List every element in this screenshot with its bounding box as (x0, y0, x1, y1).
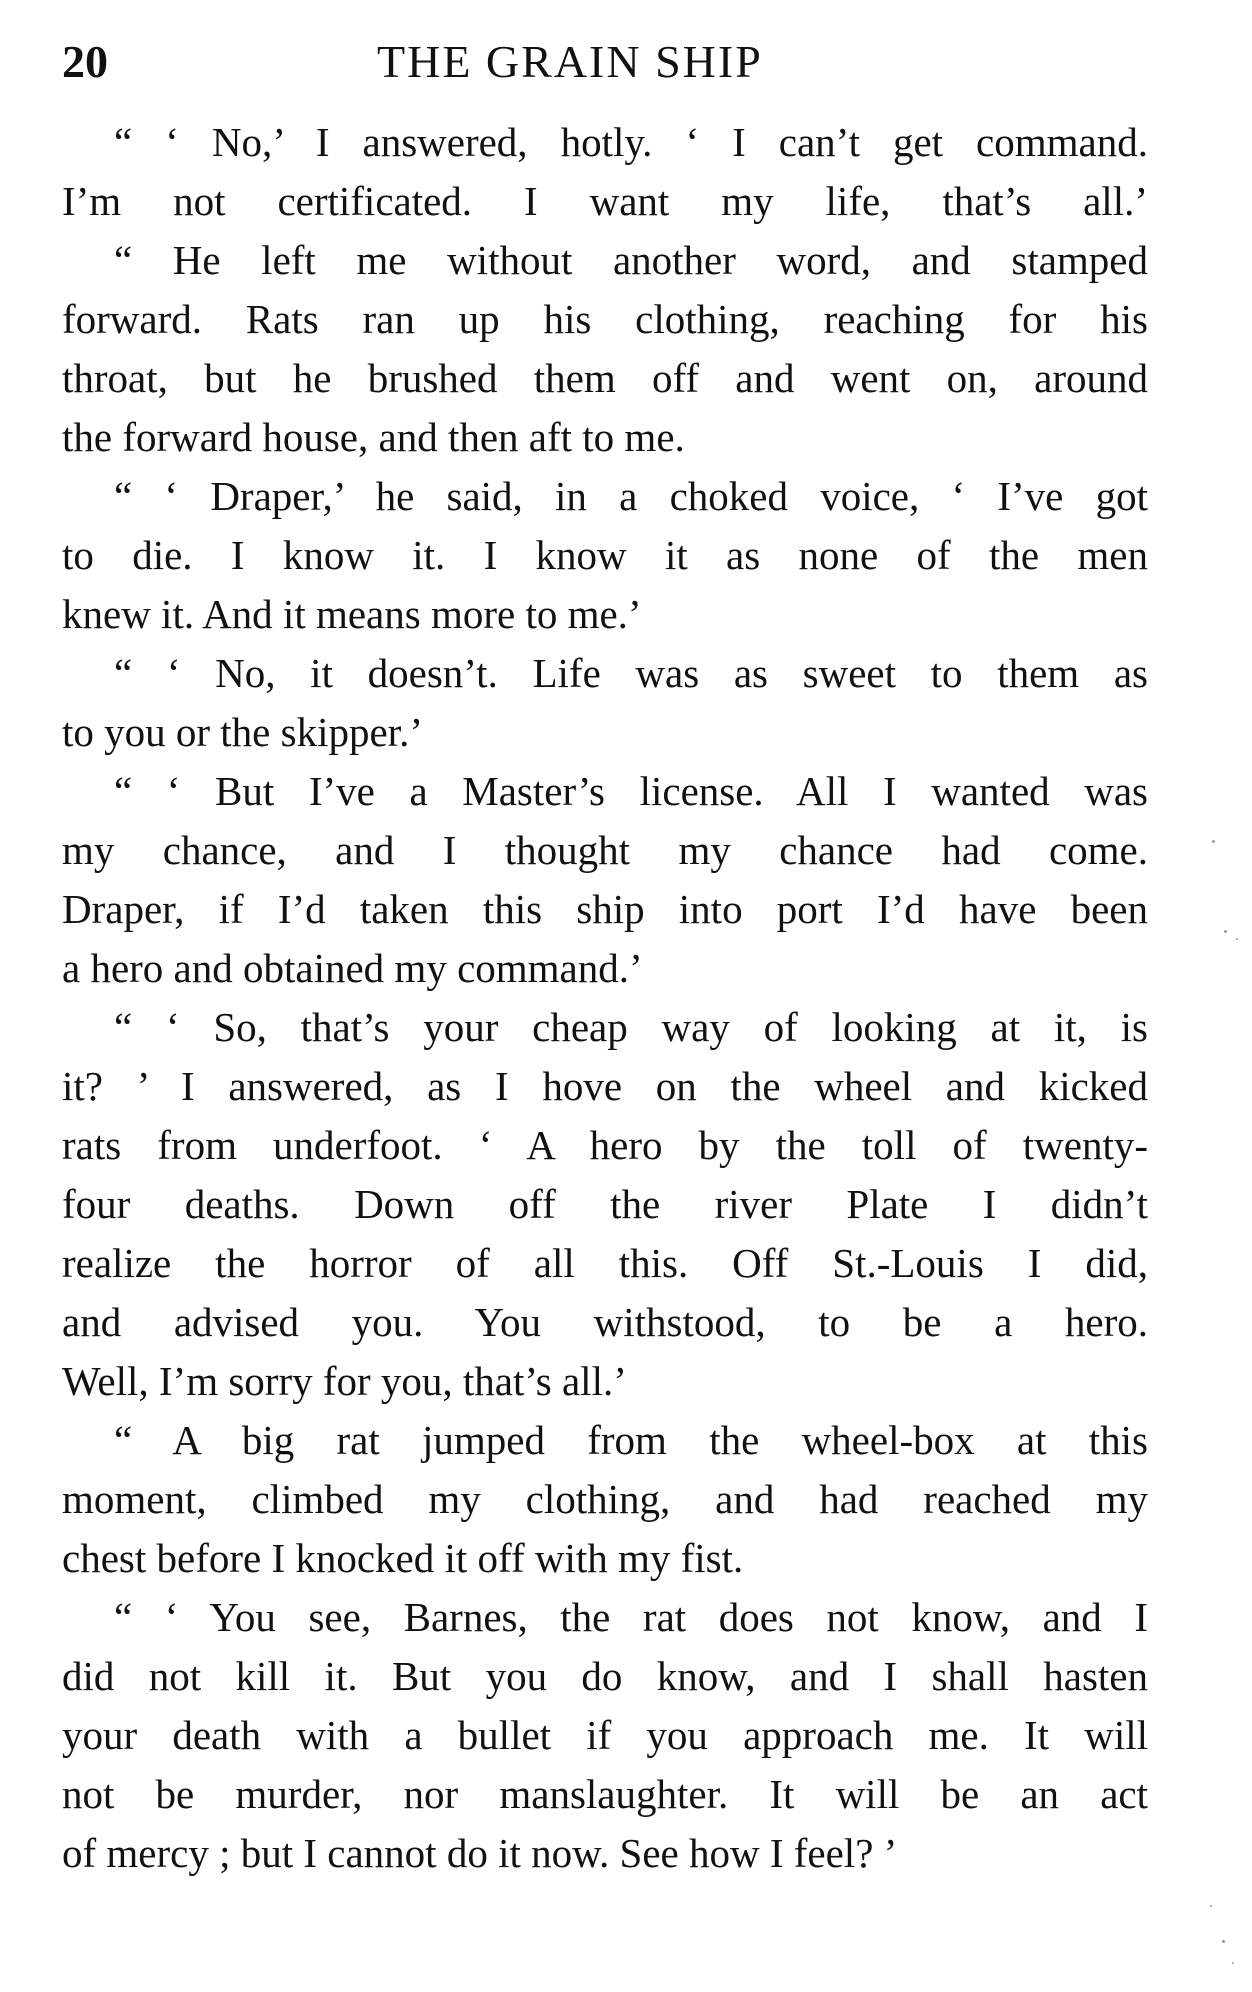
text-line: forward. Rats ran up his clothing, reaching for his (62, 296, 1148, 342)
text-line: “ ‘ Draper,’ he said, in a choked voice, ‘ I’ve got (114, 473, 1148, 519)
text-line: I’m not certificated. I want my life, that’s all.’ (62, 178, 1148, 224)
body-text (62, 113, 1148, 1883)
scan-speck (1236, 938, 1238, 940)
text-line: “ ‘ No,’ I answered, hotly. ‘ I can’t get command. (114, 119, 1148, 165)
scan-speck (1232, 1962, 1234, 1964)
text-line: “ ‘ So, that’s your cheap way of looking at it, is (114, 1004, 1148, 1050)
text-line: of mercy ; but I cannot do it now. See how I feel? ’ (62, 1830, 898, 1876)
scan-speck (1210, 1905, 1212, 1907)
text-line: the forward house, and then aft to me. (62, 414, 685, 460)
text-line: and advised you. You withstood, to be a hero. (62, 1299, 1148, 1345)
text-line: “ He left me without another word, and stamped (114, 237, 1148, 283)
text-line: to die. I know it. I know it as none of the men (62, 532, 1148, 578)
text-line: did not kill it. But you do know, and I shall hasten (62, 1653, 1148, 1699)
text-line: rats from underfoot. ‘ A hero by the toll of twenty- (62, 1122, 1148, 1168)
text-line: throat, but he brushed them off and went on, around (62, 355, 1148, 401)
text-line: a hero and obtained my command.’ (62, 945, 643, 991)
scan-speck (1222, 1940, 1225, 1943)
text-line: chest before I knocked it off with my fist. (62, 1535, 744, 1581)
text-line: realize the horror of all this. Off St.-Louis I did, (62, 1240, 1148, 1286)
text-line: Well, I’m sorry for you, that’s all.’ (62, 1358, 627, 1404)
page-number: 20 (62, 36, 108, 87)
text-line: “ A big rat jumped from the wheel-box at this (114, 1417, 1148, 1463)
text-line: my chance, and I thought my chance had come. (62, 827, 1148, 873)
text-line: knew it. And it means more to me.’ (62, 591, 642, 637)
text-line: it? ’ I answered, as I hove on the wheel and kicked (62, 1063, 1148, 1109)
text-line: to you or the skipper.’ (62, 709, 423, 755)
text-line: “ ‘ You see, Barnes, the rat does not know, and I (114, 1594, 1148, 1640)
text-line: four deaths. Down off the river Plate I didn’t (62, 1181, 1148, 1227)
text-line: “ ‘ No, it doesn’t. Life was as sweet to them as (114, 650, 1148, 696)
text-line: moment, climbed my clothing, and had reached my (62, 1476, 1148, 1522)
running-title: THE GRAIN SHIP (377, 36, 763, 87)
text-line: Draper, if I’d taken this ship into port I’d have been (62, 886, 1148, 932)
running-head (62, 28, 1148, 98)
text-line: not be murder, nor manslaughter. It will be an act (62, 1771, 1148, 1817)
text-line: your death with a bullet if you approach me. It will (62, 1712, 1148, 1758)
scan-speck (1224, 930, 1227, 933)
text-line: “ ‘ But I’ve a Master’s license. All I wanted was (114, 768, 1148, 814)
scan-speck (1212, 840, 1215, 843)
